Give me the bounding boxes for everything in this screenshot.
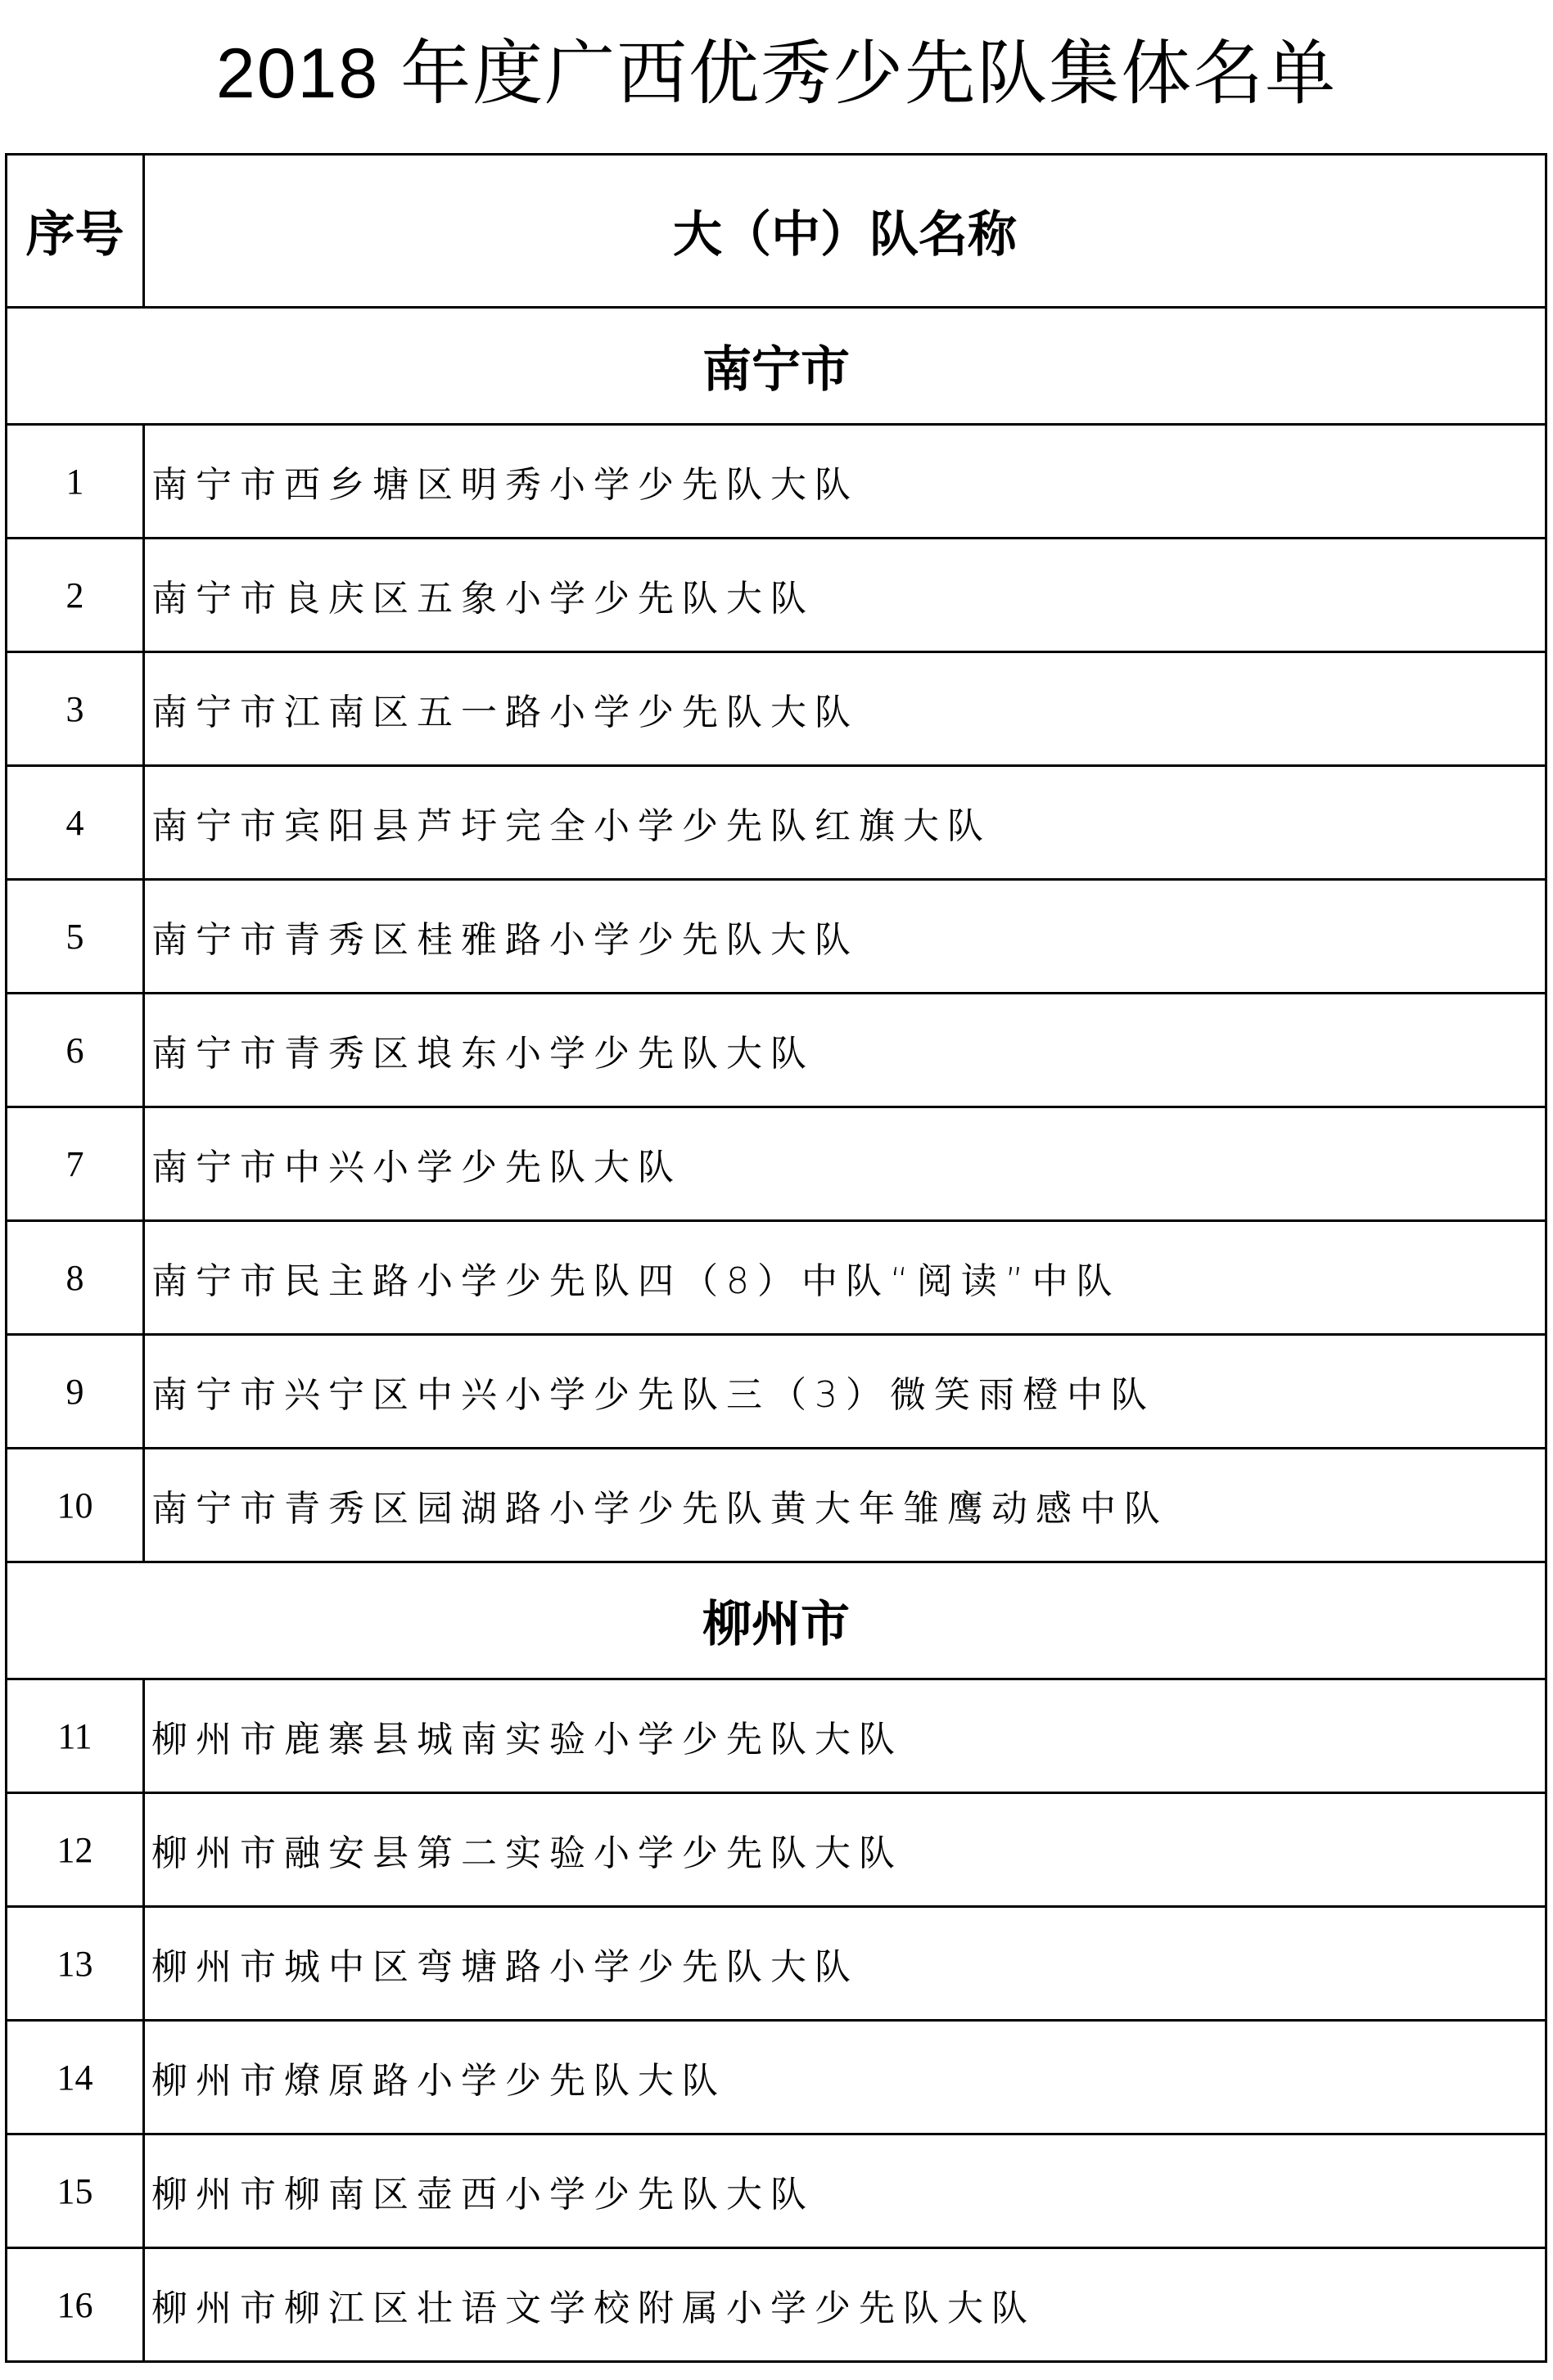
row-team-name: 南宁市江南区五一路小学少先队大队 — [144, 652, 1546, 766]
table-row — [7, 1793, 1546, 1907]
row-number: 9 — [7, 1335, 144, 1449]
table-row — [7, 2248, 1546, 2362]
row-team-name: 南宁市青秀区园湖路小学少先队黄大年雏鹰动感中队 — [144, 1449, 1546, 1562]
row-team-name: 柳州市融安县第二实验小学少先队大队 — [144, 1793, 1546, 1907]
table-row — [7, 1907, 1546, 2021]
row-number: 10 — [7, 1449, 144, 1562]
row-number: 7 — [7, 1107, 144, 1221]
row-number: 16 — [7, 2248, 144, 2362]
row-number: 5 — [7, 880, 144, 994]
row-number: 2 — [7, 539, 144, 652]
table-row — [7, 880, 1546, 994]
table-row — [7, 425, 1546, 539]
row-team-name: 南宁市青秀区埌东小学少先队大队 — [144, 994, 1546, 1107]
honor-list-table — [5, 153, 1547, 2363]
table-row — [7, 1335, 1546, 1449]
row-number: 3 — [7, 652, 144, 766]
row-number: 4 — [7, 766, 144, 880]
row-team-name: 南宁市青秀区桂雅路小学少先队大队 — [144, 880, 1546, 994]
row-number: 8 — [7, 1221, 144, 1335]
header-name: 大（中）队名称 — [144, 155, 1546, 308]
row-team-name: 南宁市良庆区五象小学少先队大队 — [144, 539, 1546, 652]
row-team-name: 南宁市民主路小学少先队四（8）中队“阅读”中队 — [144, 1221, 1546, 1335]
row-team-name: 南宁市宾阳县芦圩完全小学少先队红旗大队 — [144, 766, 1546, 880]
table-row — [7, 2021, 1546, 2134]
table-row — [7, 1107, 1546, 1221]
table-row — [7, 994, 1546, 1107]
table-row — [7, 2134, 1546, 2248]
table-row — [7, 1449, 1546, 1562]
row-team-name: 柳州市鹿寨县城南实验小学少先队大队 — [144, 1679, 1546, 1793]
table-header-row — [7, 155, 1546, 308]
section-city: 柳州市 — [7, 1562, 1546, 1679]
table-row — [7, 539, 1546, 652]
row-number: 12 — [7, 1793, 144, 1907]
row-team-name: 柳州市柳江区壮语文学校附属小学少先队大队 — [144, 2248, 1546, 2362]
table-row — [7, 1679, 1546, 1793]
table-row — [7, 652, 1546, 766]
table-row — [7, 766, 1546, 880]
row-number: 13 — [7, 1907, 144, 2021]
section-row — [7, 308, 1546, 425]
row-team-name: 南宁市兴宁区中兴小学少先队三（3）微笑雨橙中队 — [144, 1335, 1546, 1449]
section-row — [7, 1562, 1546, 1679]
row-number: 1 — [7, 425, 144, 539]
row-team-name: 柳州市城中区弯塘路小学少先队大队 — [144, 1907, 1546, 2021]
section-city: 南宁市 — [7, 308, 1546, 425]
row-number: 11 — [7, 1679, 144, 1793]
row-number: 14 — [7, 2021, 144, 2134]
row-team-name: 南宁市中兴小学少先队大队 — [144, 1107, 1546, 1221]
header-index: 序号 — [7, 155, 144, 308]
document-title: 2018 年度广西优秀少先队集体名单 — [215, 34, 1338, 113]
table-row — [7, 1221, 1546, 1335]
row-number: 15 — [7, 2134, 144, 2248]
row-number: 6 — [7, 994, 144, 1107]
row-team-name: 柳州市燎原路小学少先队大队 — [144, 2021, 1546, 2134]
row-team-name: 南宁市西乡塘区明秀小学少先队大队 — [144, 425, 1546, 539]
row-team-name: 柳州市柳南区壶西小学少先队大队 — [144, 2134, 1546, 2248]
